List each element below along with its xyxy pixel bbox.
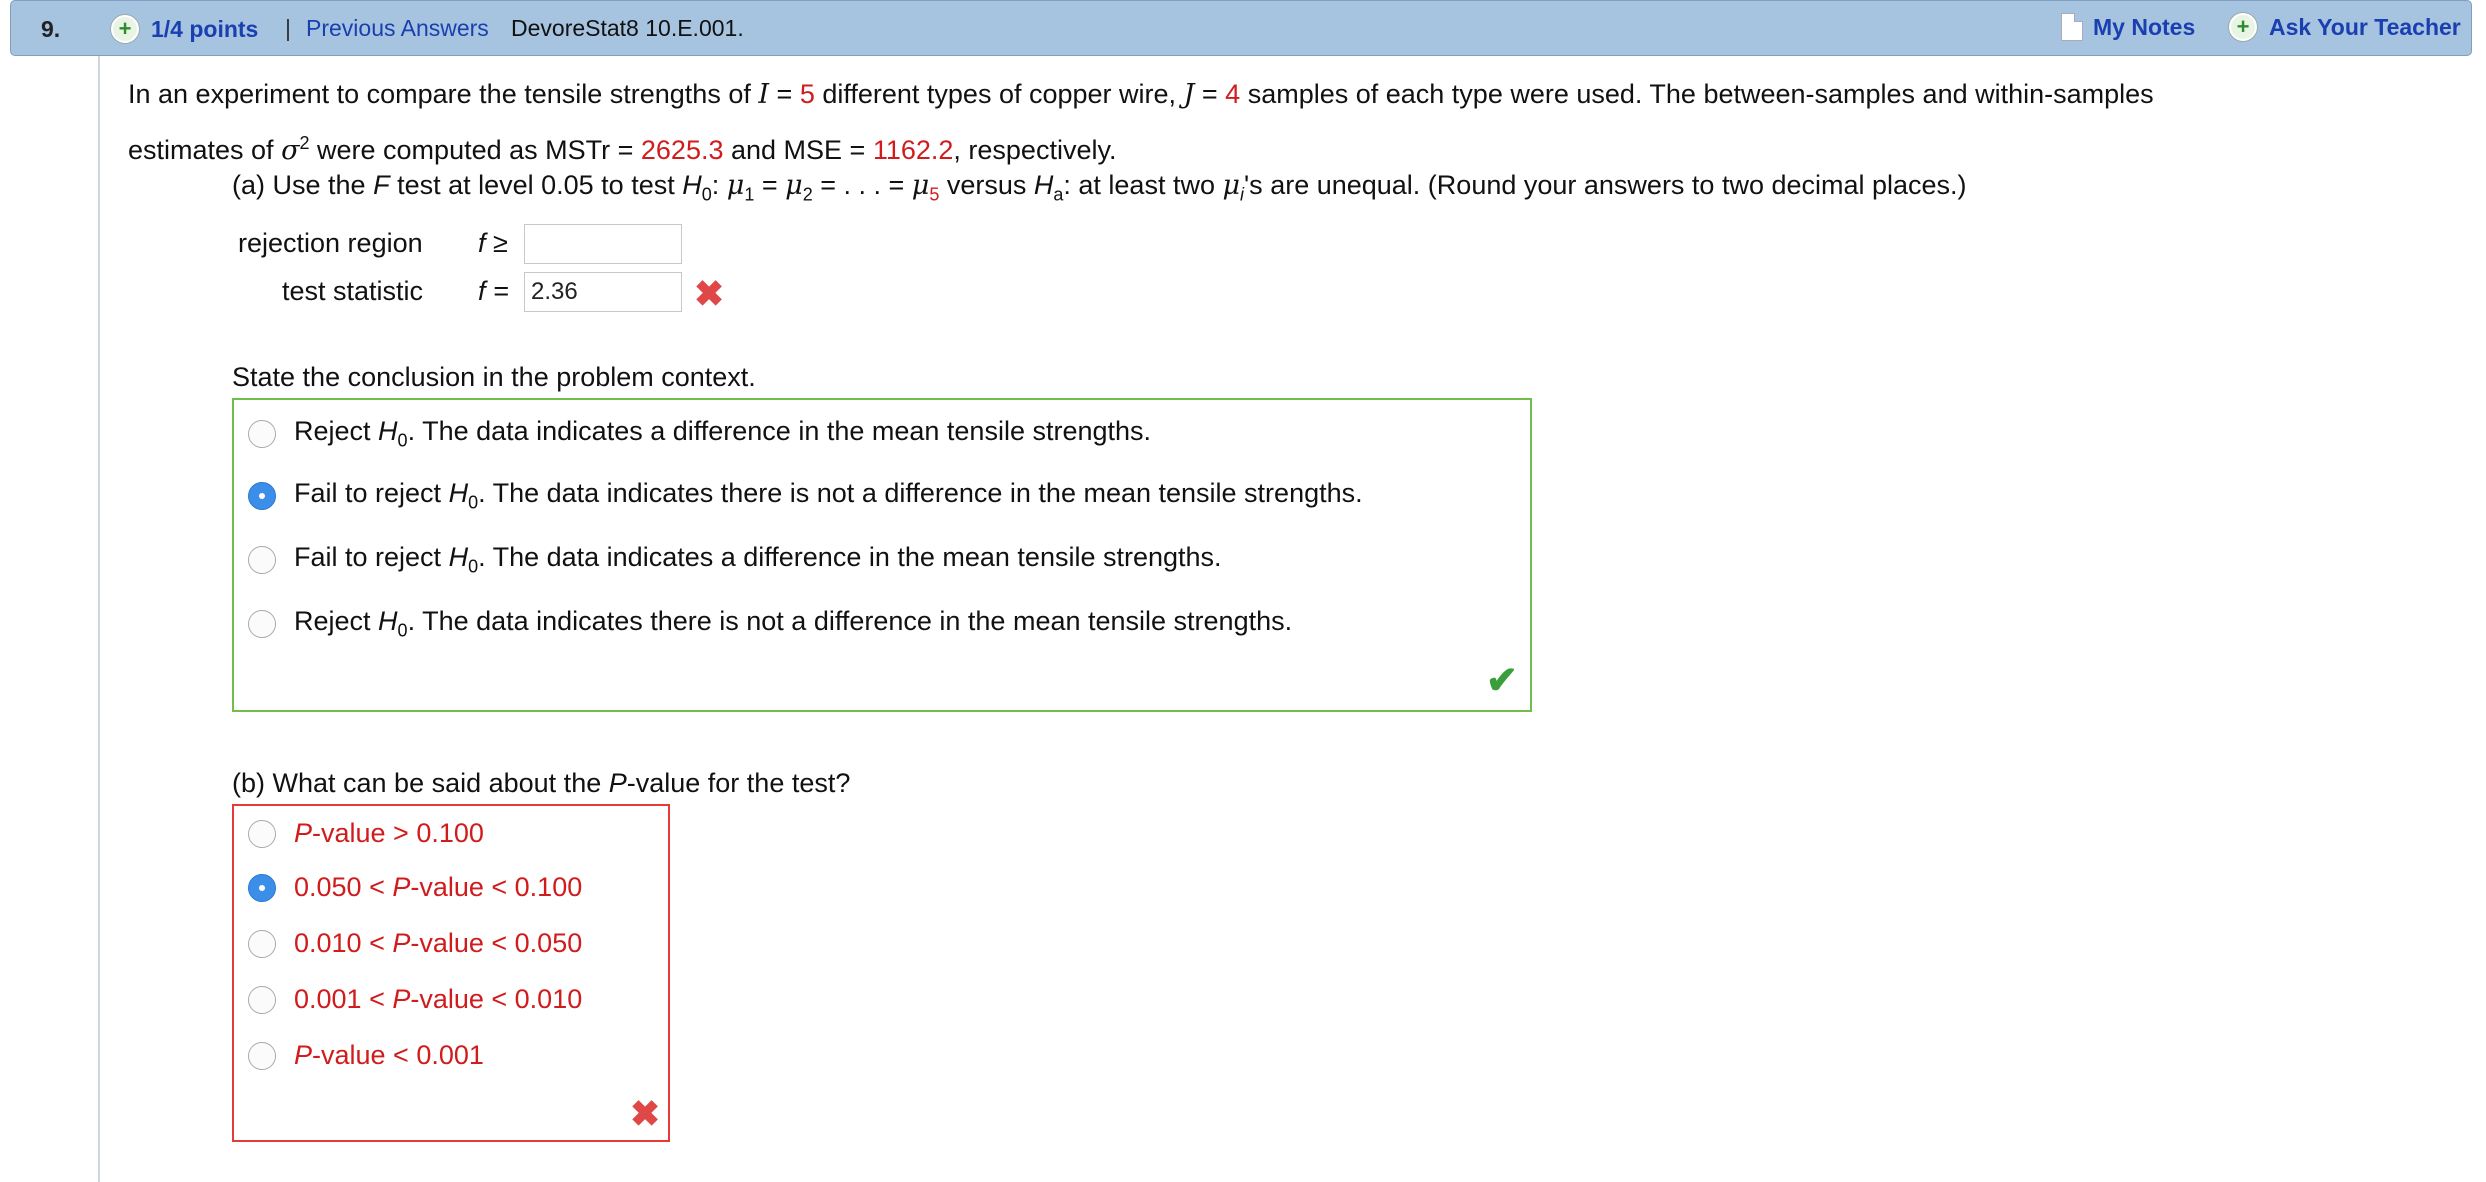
option-text: 0.010 < P-value < 0.050 [294,928,583,958]
my-notes-label[interactable]: My Notes [2093,13,2196,40]
conclusion-option-4[interactable] [248,606,1292,641]
p-value-options-box [232,804,670,1142]
mstr-value: 2625.3 [640,135,724,165]
radio-button[interactable] [248,986,276,1014]
radio-button-selected[interactable] [248,874,276,902]
option-text: P-value < 0.001 [294,1040,484,1070]
option-text: Fail to reject $H_0$. The data indicates there is not a difference in the mean tensile strengths. [294,478,1363,513]
option-text: Fail to reject $H_0$. The data indicates a difference in the mean tensile strengths. [294,542,1222,577]
question-number: 9. [41,16,61,42]
radio-button[interactable] [248,1042,276,1070]
test-statistic-label: test statistic [282,276,424,306]
part-a-prompt: (a) Use the F test at level 0.05 to test $H_0$: $\mu_1 = \mu_2$ = . . . = $\mu_5$ versus $H_a$: at least two $\mu_i's$ are unequal. (Round your answers to two decimal places.) [232,170,1967,205]
conclusion-option-3[interactable] [248,542,1222,577]
correct-check-icon: ✔ [1486,660,1518,702]
conclusion-option-1[interactable] [248,416,1151,451]
radio-button[interactable] [248,820,276,848]
p-value-option-3[interactable] [248,928,582,959]
problem-statement: In an experiment to compare the tensile strengths of I = 5 different types of copper wire, J = 4 samples of each type were used. The between-samples and within-samples estimates of $\sigma^2$ were computed as MSTr = 2625.3 and MSE = 1162.2, respectively. [128,79,2154,166]
my-notes-button[interactable] [2061,13,2195,41]
incorrect-icon: ✖ [630,1093,661,1134]
expand-plus-icon[interactable]: + [111,15,139,43]
part-b-prompt: (b) What can be said about the P-value for the test? [232,768,851,798]
J-value: 4 [1225,79,1241,109]
mse-value: 1162.2 [872,135,954,165]
conclusion-option-2[interactable] [248,478,1363,513]
option-text: P-value > 0.100 [294,818,484,848]
radio-button[interactable] [248,930,276,958]
conclusion-options-box [232,398,1532,712]
option-text: 0.001 < P-value < 0.010 [294,984,583,1014]
option-text: 0.050 < P-value < 0.100 [294,872,583,902]
ask-teacher-label[interactable]: Ask Your Teacher [2269,13,2461,40]
points-label[interactable]: 1/4 points [151,15,259,42]
incorrect-icon: ✖ [694,273,725,314]
radio-button[interactable] [248,420,276,448]
notes-document-icon[interactable] [2061,13,2083,41]
header-separator: | [285,15,291,41]
p-value-option-5[interactable] [248,1040,484,1071]
statistic-symbol: f = [478,276,509,306]
rejection-symbol: f ≥ [478,228,508,258]
ask-plus-icon[interactable]: + [2229,13,2257,41]
p-value-option-2[interactable] [248,872,582,903]
radio-button[interactable] [248,546,276,574]
radio-button-selected[interactable] [248,482,276,510]
option-text: Reject $H_0$. The data indicates there is not a difference in the mean tensile strengths. [294,606,1293,641]
p-value-option-1[interactable] [248,818,484,849]
I-value: 5 [799,79,815,109]
rejection-region-label: rejection region [238,228,423,258]
points-toggle[interactable] [111,15,258,43]
rejection-region-input[interactable] [524,224,682,264]
question-left-border [98,56,100,1182]
ask-teacher-button[interactable] [2229,13,2461,41]
option-text: Reject $H_0$. The data indicates a difference in the mean tensile strengths. [294,416,1152,451]
test-statistic-input[interactable] [524,272,682,312]
question-header [10,0,2472,56]
previous-answers-link[interactable]: Previous Answers [306,15,489,41]
conclusion-prompt: State the conclusion in the problem context. [232,362,756,392]
problem-source: DevoreStat8 10.E.001. [511,15,744,41]
radio-button[interactable] [248,610,276,638]
p-value-option-4[interactable] [248,984,582,1015]
